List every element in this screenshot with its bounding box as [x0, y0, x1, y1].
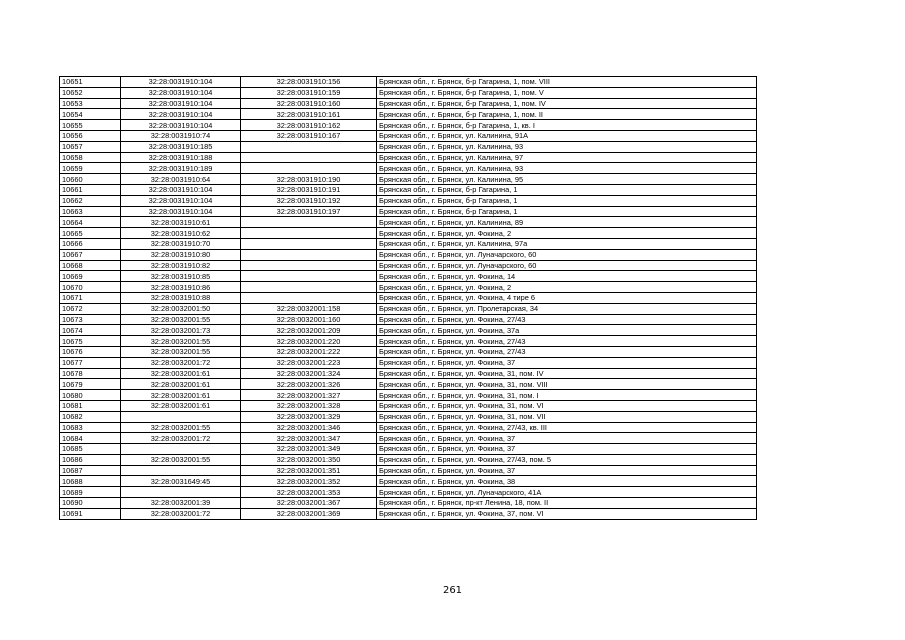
row-number-cell: 10677 [60, 357, 121, 368]
table-row [60, 260, 757, 271]
table-row [60, 314, 757, 325]
address-cell: Брянская обл., г. Брянск, ул. Фокина, 37 [377, 444, 757, 455]
object-number-cell [241, 228, 377, 239]
row-number-cell: 10654 [60, 109, 121, 120]
parcel-number-cell: 32:28:0031910:82 [121, 260, 241, 271]
row-number-cell: 10675 [60, 336, 121, 347]
parcel-number-cell: 32:28:0031910:64 [121, 174, 241, 185]
table-row [60, 217, 757, 228]
table-row [60, 130, 757, 141]
parcel-number-cell: 32:28:0031910:104 [121, 120, 241, 131]
object-number-cell: 32:28:0032001:367 [241, 498, 377, 509]
parcel-number-cell: 32:28:0031910:104 [121, 77, 241, 88]
row-number-cell: 10663 [60, 206, 121, 217]
table-row [60, 271, 757, 282]
parcel-number-cell: 32:28:0031910:185 [121, 141, 241, 152]
parcel-number-cell: 32:28:0032001:55 [121, 454, 241, 465]
row-number-cell: 10668 [60, 260, 121, 271]
row-number-cell: 10674 [60, 325, 121, 336]
object-number-cell: 32:28:0032001:160 [241, 314, 377, 325]
parcel-number-cell: 32:28:0031649:45 [121, 476, 241, 487]
table-row [60, 498, 757, 509]
parcel-number-cell: 32:28:0032001:55 [121, 346, 241, 357]
parcel-number-cell: 32:28:0031910:104 [121, 195, 241, 206]
object-number-cell: 32:28:0031910:197 [241, 206, 377, 217]
parcel-number-cell [121, 411, 241, 422]
row-number-cell: 10669 [60, 271, 121, 282]
object-number-cell [241, 152, 377, 163]
row-number-cell: 10689 [60, 487, 121, 498]
parcel-number-cell: 32:28:0031910:189 [121, 163, 241, 174]
object-number-cell [241, 282, 377, 293]
object-number-cell [241, 271, 377, 282]
address-cell: Брянская обл., г. Брянск, ул. Фокина, 2 [377, 228, 757, 239]
parcel-number-cell [121, 465, 241, 476]
table-row [60, 465, 757, 476]
table-row [60, 109, 757, 120]
object-number-cell: 32:28:0032001:220 [241, 336, 377, 347]
parcel-number-cell: 32:28:0032001:72 [121, 357, 241, 368]
object-number-cell: 32:28:0032001:328 [241, 400, 377, 411]
parcel-number-cell: 32:28:0032001:61 [121, 368, 241, 379]
table-row [60, 163, 757, 174]
parcel-number-cell: 32:28:0031910:80 [121, 249, 241, 260]
address-cell: Брянская обл., г. Брянск, ул. Фокина, 31, пом. I [377, 390, 757, 401]
row-number-cell: 10658 [60, 152, 121, 163]
table-row [60, 292, 757, 303]
object-number-cell [241, 217, 377, 228]
address-cell: Брянская обл., г. Брянск, ул. Фокина, 37 [377, 465, 757, 476]
address-cell: Брянская обл., г. Брянск, ул. Калинина, 91А [377, 130, 757, 141]
parcel-number-cell: 32:28:0032001:39 [121, 498, 241, 509]
parcel-number-cell: 32:28:0031910:86 [121, 282, 241, 293]
address-cell: Брянская обл., г. Брянск, ул. Фокина, 31, пом. VI [377, 400, 757, 411]
object-number-cell: 32:28:0032001:209 [241, 325, 377, 336]
table-row [60, 508, 757, 519]
table-row [60, 379, 757, 390]
parcel-number-cell: 32:28:0031910:74 [121, 130, 241, 141]
address-cell: Брянская обл., г. Брянск, ул. Фокина, 27/43, пом. 5 [377, 454, 757, 465]
table-row [60, 282, 757, 293]
table-row [60, 433, 757, 444]
address-cell: Брянская обл., г. Брянск, ул. Фокина, 27/43 [377, 346, 757, 357]
row-number-cell: 10659 [60, 163, 121, 174]
page-number: 261 [442, 585, 463, 596]
address-cell: Брянская обл., г. Брянск, ул. Калинина, 89 [377, 217, 757, 228]
object-number-cell: 32:28:0031910:161 [241, 109, 377, 120]
address-cell: Брянская обл., г. Брянск, ул. Фокина, 37а [377, 325, 757, 336]
row-number-cell: 10683 [60, 422, 121, 433]
object-number-cell: 32:28:0032001:369 [241, 508, 377, 519]
parcel-number-cell: 32:28:0032001:55 [121, 314, 241, 325]
object-number-cell: 32:28:0031910:159 [241, 87, 377, 98]
address-cell: Брянская обл., г. Брянск, пр-кт Ленина, 18, пом. II [377, 498, 757, 509]
address-cell: Брянская обл., г. Брянск, ул. Калинина, 93 [377, 141, 757, 152]
parcel-number-cell: 32:28:0032001:72 [121, 508, 241, 519]
address-cell: Брянская обл., г. Брянск, ул. Фокина, 27/43 [377, 336, 757, 347]
address-cell: Брянская обл., г. Брянск, б-р Гагарина, 1 [377, 195, 757, 206]
parcel-number-cell: 32:28:0032001:72 [121, 433, 241, 444]
row-number-cell: 10662 [60, 195, 121, 206]
address-cell: Брянская обл., г. Брянск, ул. Фокина, 2 [377, 282, 757, 293]
object-number-cell: 32:28:0031910:192 [241, 195, 377, 206]
row-number-cell: 10686 [60, 454, 121, 465]
object-number-cell: 32:28:0032001:326 [241, 379, 377, 390]
address-cell: Брянская обл., г. Брянск, б-р Гагарина, 1, кв. I [377, 120, 757, 131]
address-cell: Брянская обл., г. Брянск, ул. Фокина, 27/43 [377, 314, 757, 325]
table-row [60, 487, 757, 498]
row-number-cell: 10676 [60, 346, 121, 357]
row-number-cell: 10678 [60, 368, 121, 379]
address-cell: Брянская обл., г. Брянск, б-р Гагарина, 1 [377, 184, 757, 195]
address-cell: Брянская обл., г. Брянск, б-р Гагарина, 1, пом. IV [377, 98, 757, 109]
parcel-number-cell: 32:28:0032001:73 [121, 325, 241, 336]
cadastral-register-table [59, 76, 757, 520]
address-cell: Брянская обл., г. Брянск, ул. Фокина, 37 [377, 357, 757, 368]
address-cell: Брянская обл., г. Брянск, ул. Фокина, 14 [377, 271, 757, 282]
address-cell: Брянская обл., г. Брянск, ул. Фокина, 31, пом. VII [377, 411, 757, 422]
address-cell: Брянская обл., г. Брянск, ул. Фокина, 38 [377, 476, 757, 487]
row-number-cell: 10691 [60, 508, 121, 519]
row-number-cell: 10661 [60, 184, 121, 195]
parcel-number-cell: 32:28:0031910:188 [121, 152, 241, 163]
table-row [60, 249, 757, 260]
row-number-cell: 10670 [60, 282, 121, 293]
row-number-cell: 10679 [60, 379, 121, 390]
row-number-cell: 10665 [60, 228, 121, 239]
table-row [60, 174, 757, 185]
address-cell: Брянская обл., г. Брянск, ул. Луначарского, 41А [377, 487, 757, 498]
row-number-cell: 10673 [60, 314, 121, 325]
parcel-number-cell: 32:28:0032001:61 [121, 379, 241, 390]
object-number-cell: 32:28:0032001:349 [241, 444, 377, 455]
table-row [60, 444, 757, 455]
address-cell: Брянская обл., г. Брянск, ул. Калинина, 95 [377, 174, 757, 185]
table-row [60, 195, 757, 206]
parcel-number-cell [121, 444, 241, 455]
row-number-cell: 10685 [60, 444, 121, 455]
object-number-cell: 32:28:0032001:346 [241, 422, 377, 433]
parcel-number-cell: 32:28:0031910:104 [121, 206, 241, 217]
row-number-cell: 10684 [60, 433, 121, 444]
address-cell: Брянская обл., г. Брянск, ул. Калинина, 97а [377, 238, 757, 249]
parcel-number-cell: 32:28:0031910:62 [121, 228, 241, 239]
object-number-cell [241, 249, 377, 260]
table-row [60, 141, 757, 152]
object-number-cell: 32:28:0032001:329 [241, 411, 377, 422]
row-number-cell: 10687 [60, 465, 121, 476]
row-number-cell: 10690 [60, 498, 121, 509]
object-number-cell: 32:28:0032001:347 [241, 433, 377, 444]
table-row [60, 238, 757, 249]
table-row [60, 228, 757, 239]
address-cell: Брянская обл., г. Брянск, ул. Луначарского, 60 [377, 260, 757, 271]
parcel-number-cell: 32:28:0031910:104 [121, 109, 241, 120]
address-cell: Брянская обл., г. Брянск, ул. Калинина, 97 [377, 152, 757, 163]
object-number-cell: 32:28:0032001:158 [241, 303, 377, 314]
table-row [60, 98, 757, 109]
row-number-cell: 10656 [60, 130, 121, 141]
address-cell: Брянская обл., г. Брянск, б-р Гагарина, 1, пом. II [377, 109, 757, 120]
object-number-cell: 32:28:0031910:160 [241, 98, 377, 109]
parcel-number-cell: 32:28:0031910:85 [121, 271, 241, 282]
table-row [60, 411, 757, 422]
row-number-cell: 10655 [60, 120, 121, 131]
table-row [60, 87, 757, 98]
row-number-cell: 10660 [60, 174, 121, 185]
object-number-cell: 32:28:0031910:156 [241, 77, 377, 88]
parcel-number-cell: 32:28:0031910:104 [121, 184, 241, 195]
row-number-cell: 10680 [60, 390, 121, 401]
table-row [60, 390, 757, 401]
table-row [60, 454, 757, 465]
row-number-cell: 10681 [60, 400, 121, 411]
row-number-cell: 10688 [60, 476, 121, 487]
parcel-number-cell: 32:28:0032001:55 [121, 422, 241, 433]
parcel-number-cell: 32:28:0031910:70 [121, 238, 241, 249]
table-row [60, 152, 757, 163]
parcel-number-cell: 32:28:0031910:104 [121, 98, 241, 109]
address-cell: Брянская обл., г. Брянск, ул. Фокина, 31, пом. VIII [377, 379, 757, 390]
table-row [60, 206, 757, 217]
object-number-cell: 32:28:0031910:191 [241, 184, 377, 195]
table-row [60, 303, 757, 314]
table-row [60, 476, 757, 487]
object-number-cell: 32:28:0032001:222 [241, 346, 377, 357]
object-number-cell: 32:28:0031910:190 [241, 174, 377, 185]
object-number-cell [241, 141, 377, 152]
object-number-cell [241, 238, 377, 249]
table-row [60, 325, 757, 336]
parcel-number-cell [121, 487, 241, 498]
address-cell: Брянская обл., г. Брянск, б-р Гагарина, 1, пом. VIII [377, 77, 757, 88]
object-number-cell [241, 260, 377, 271]
object-number-cell [241, 292, 377, 303]
row-number-cell: 10653 [60, 98, 121, 109]
parcel-number-cell: 32:28:0031910:104 [121, 87, 241, 98]
object-number-cell: 32:28:0032001:353 [241, 487, 377, 498]
row-number-cell: 10667 [60, 249, 121, 260]
object-number-cell: 32:28:0032001:324 [241, 368, 377, 379]
object-number-cell: 32:28:0032001:350 [241, 454, 377, 465]
address-cell: Брянская обл., г. Брянск, б-р Гагарина, 1, пом. V [377, 87, 757, 98]
parcel-number-cell: 32:28:0031910:61 [121, 217, 241, 228]
table-row [60, 422, 757, 433]
object-number-cell: 32:28:0031910:167 [241, 130, 377, 141]
parcel-number-cell: 32:28:0032001:50 [121, 303, 241, 314]
row-number-cell: 10682 [60, 411, 121, 422]
address-cell: Брянская обл., г. Брянск, ул. Фокина, 4 тире 6 [377, 292, 757, 303]
object-number-cell: 32:28:0032001:352 [241, 476, 377, 487]
address-cell: Брянская обл., г. Брянск, ул. Фокина, 31, пом. IV [377, 368, 757, 379]
parcel-number-cell: 32:28:0031910:88 [121, 292, 241, 303]
parcel-number-cell: 32:28:0032001:61 [121, 390, 241, 401]
row-number-cell: 10671 [60, 292, 121, 303]
object-number-cell: 32:28:0031910:162 [241, 120, 377, 131]
object-number-cell [241, 163, 377, 174]
address-cell: Брянская обл., г. Брянск, б-р Гагарина, 1 [377, 206, 757, 217]
row-number-cell: 10666 [60, 238, 121, 249]
address-cell: Брянская обл., г. Брянск, ул. Луначарского, 60 [377, 249, 757, 260]
address-cell: Брянская обл., г. Брянск, ул. Фокина, 27/43, кв. III [377, 422, 757, 433]
address-cell: Брянская обл., г. Брянск, ул. Фокина, 37, пом. VI [377, 508, 757, 519]
object-number-cell: 32:28:0032001:223 [241, 357, 377, 368]
table-body [60, 77, 757, 520]
row-number-cell: 10651 [60, 77, 121, 88]
address-cell: Брянская обл., г. Брянск, ул. Пролетарская, 34 [377, 303, 757, 314]
parcel-number-cell: 32:28:0032001:55 [121, 336, 241, 347]
table-row [60, 336, 757, 347]
table-row [60, 120, 757, 131]
object-number-cell: 32:28:0032001:351 [241, 465, 377, 476]
table-row [60, 77, 757, 88]
row-number-cell: 10672 [60, 303, 121, 314]
table-row [60, 400, 757, 411]
address-cell: Брянская обл., г. Брянск, ул. Фокина, 37 [377, 433, 757, 444]
row-number-cell: 10652 [60, 87, 121, 98]
table-row [60, 184, 757, 195]
parcel-number-cell: 32:28:0032001:61 [121, 400, 241, 411]
table-row [60, 368, 757, 379]
row-number-cell: 10664 [60, 217, 121, 228]
address-cell: Брянская обл., г. Брянск, ул. Калинина, 93 [377, 163, 757, 174]
table-row [60, 357, 757, 368]
object-number-cell: 32:28:0032001:327 [241, 390, 377, 401]
table-row [60, 346, 757, 357]
row-number-cell: 10657 [60, 141, 121, 152]
